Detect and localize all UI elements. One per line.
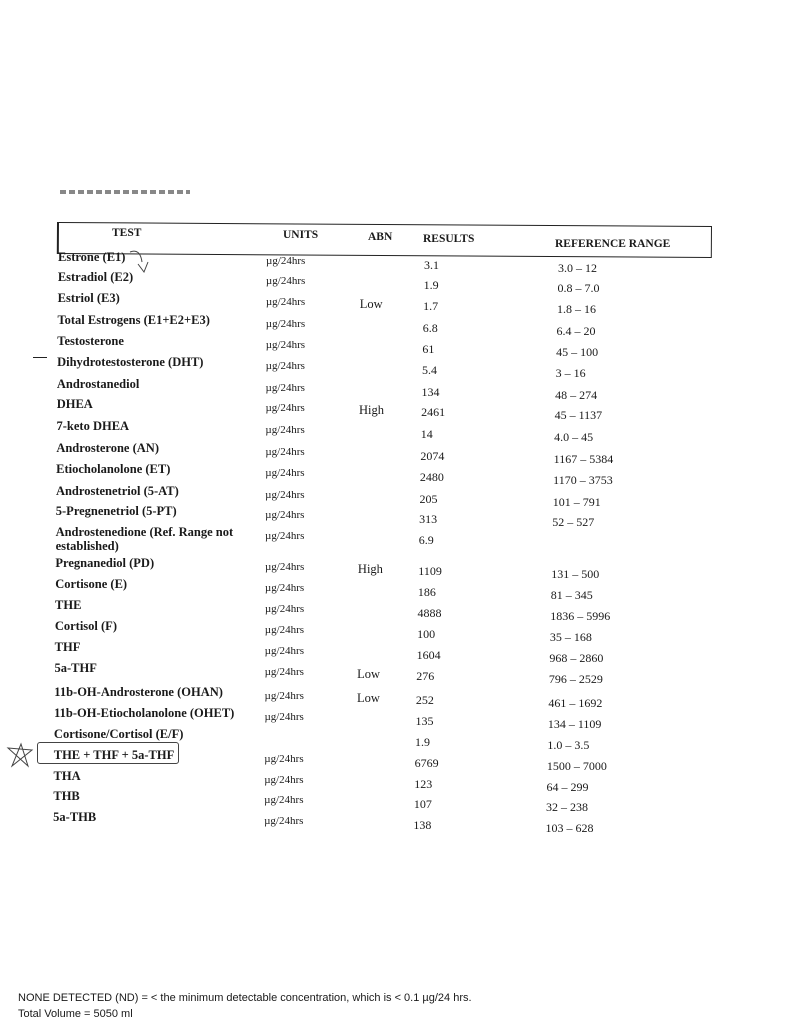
units-value: µg/24hrs [264, 711, 304, 723]
test-name: Etiocholanolone (ET) [56, 462, 171, 476]
abn-flag: High [358, 403, 384, 417]
units-value: µg/24hrs [265, 530, 305, 542]
units-value: µg/24hrs [265, 424, 305, 436]
reference-range: 1167 – 5384 [553, 452, 614, 466]
handwritten-dash-mark [33, 357, 47, 358]
reference-range: 3 – 16 [555, 366, 586, 380]
result-value: 2074 [420, 449, 445, 463]
result-value: 61 [422, 342, 435, 356]
reference-range: 64 – 299 [546, 780, 589, 794]
test-name: THE [55, 598, 82, 612]
reference-range: 52 – 527 [552, 515, 595, 529]
test-name: THA [53, 769, 81, 783]
result-value: 14 [420, 427, 433, 441]
result-value: 313 [419, 512, 438, 526]
units-value: µg/24hrs [264, 774, 304, 786]
handwritten-circle-mark [37, 742, 179, 764]
test-name: Cortisol (F) [54, 619, 117, 633]
footnote-total-volume: Total Volume = 5050 ml [18, 1008, 133, 1020]
reference-range: 103 – 628 [545, 821, 594, 835]
test-name: Androstenetriol (5-AT) [55, 484, 179, 498]
header-reference-range: REFERENCE RANGE [555, 238, 671, 250]
test-name: 5a-THF [54, 661, 97, 675]
test-name: THE + THF + 5a-THF [53, 748, 175, 762]
result-value: 1604 [416, 648, 441, 662]
test-name: Cortisone/Cortisol (E/F) [53, 727, 184, 741]
handwritten-arrow-icon [128, 248, 152, 276]
units-value: µg/24hrs [265, 360, 305, 372]
reference-range: 1836 – 5996 [550, 609, 611, 623]
test-name: 5-Pregnenetriol (5-PT) [55, 504, 177, 518]
units-value: µg/24hrs [264, 582, 305, 594]
reference-range: 3.0 – 12 [558, 261, 597, 275]
units-value: µg/24hrs [264, 815, 304, 827]
reference-range: 0.8 – 7.0 [557, 281, 600, 295]
test-name: Androsterone (AN) [56, 441, 159, 455]
units-value: µg/24hrs [264, 690, 304, 702]
result-value: 1.7 [423, 299, 439, 313]
units-value: µg/24hrs [264, 561, 305, 573]
reference-range: 101 – 791 [552, 495, 601, 509]
test-name: Total Estrogens (E1+E2+E3) [57, 313, 210, 327]
reference-range: 48 – 274 [555, 388, 598, 402]
result-value: 5.4 [421, 363, 437, 377]
units-value: µg/24hrs [265, 382, 305, 394]
test-name: 11b-OH-Etiocholanolone (OHET) [54, 706, 235, 720]
units-value: µg/24hrs [265, 446, 305, 458]
test-name: Pregnanediol (PD) [55, 556, 155, 570]
abn-flag: High [357, 562, 383, 576]
units-value: µg/24hrs [264, 645, 304, 657]
result-value: 186 [417, 585, 436, 599]
result-value: 3.1 [424, 258, 439, 272]
reference-range: 1.8 – 16 [557, 302, 597, 316]
handwritten-star-icon [4, 742, 38, 770]
reference-range: 6.4 – 20 [556, 324, 596, 338]
result-value: 1.9 [415, 735, 431, 749]
result-value: 4888 [417, 606, 442, 620]
test-name: Cortisone (E) [55, 577, 128, 591]
result-value: 107 [413, 797, 432, 811]
reference-range: 461 – 1692 [548, 696, 603, 710]
units-value: µg/24hrs [265, 296, 306, 308]
test-name: Androstenedione (Ref. Range not established) [55, 525, 234, 553]
test-name: Androstanediol [56, 377, 140, 391]
test-name: DHEA [56, 397, 93, 411]
reference-range: 45 – 100 [556, 345, 599, 359]
header-results: RESULTS [423, 233, 475, 245]
units-value: µg/24hrs [264, 603, 305, 615]
reference-range: 1500 – 7000 [546, 759, 607, 773]
result-value: 276 [416, 669, 435, 683]
result-value: 2461 [421, 405, 446, 419]
units-value: µg/24hrs [264, 624, 305, 636]
units-value: µg/24hrs [265, 339, 306, 351]
test-name: 7-keto DHEA [56, 419, 130, 433]
units-value: µg/24hrs [265, 402, 305, 414]
units-value: µg/24hrs [264, 666, 304, 678]
reference-range: 1170 – 3753 [553, 473, 613, 487]
units-value: µg/24hrs [266, 255, 306, 267]
reference-range: 968 – 2860 [549, 651, 604, 665]
units-value: µg/24hrs [264, 753, 304, 765]
test-name: THF [54, 640, 81, 654]
reference-range: 1.0 – 3.5 [547, 738, 590, 752]
result-value: 138 [413, 818, 432, 832]
result-value: 6.8 [422, 321, 438, 335]
abn-flag: Low [359, 297, 383, 311]
header-units: UNITS [283, 229, 319, 241]
result-value: 1.9 [423, 278, 439, 292]
abn-flag: Low [357, 667, 381, 681]
reference-range: 35 – 168 [549, 630, 592, 644]
reference-range: 81 – 345 [550, 588, 593, 602]
reference-range: 131 – 500 [551, 567, 600, 581]
footnote-none-detected: NONE DETECTED (ND) = < the minimum detectable concentration, which is < 0.1 µg/24 hrs. [18, 992, 472, 1004]
test-name: THB [53, 789, 80, 803]
units-value: µg/24hrs [265, 318, 306, 330]
units-value: µg/24hrs [265, 467, 305, 479]
test-name: Estrone (E1) [58, 250, 126, 264]
result-value: 6.9 [418, 533, 434, 547]
result-value: 135 [415, 714, 434, 728]
result-value: 205 [419, 492, 438, 506]
reference-range: 4.0 – 45 [554, 430, 594, 444]
result-value: 134 [421, 385, 440, 399]
test-name: Dihydrotestosterone (DHT) [57, 355, 204, 369]
result-value: 100 [417, 627, 436, 641]
units-value: µg/24hrs [265, 489, 305, 501]
result-value: 2480 [419, 470, 444, 484]
units-value: µg/24hrs [265, 275, 306, 287]
result-value: 252 [415, 693, 434, 707]
header-test: TEST [112, 227, 142, 239]
result-value: 1109 [418, 564, 442, 578]
result-value: 123 [414, 777, 433, 791]
reference-range: 45 – 1137 [554, 408, 603, 422]
test-name: Estradiol (E2) [57, 270, 134, 284]
reference-range: 134 – 1109 [547, 717, 602, 731]
test-name: Testosterone [57, 334, 124, 348]
test-name: 5a-THB [53, 810, 97, 824]
test-name: Estriol (E3) [57, 291, 120, 305]
units-value: µg/24hrs [265, 509, 305, 521]
result-value: 6769 [414, 756, 439, 770]
test-name: 11b-OH-Androsterone (OHAN) [54, 685, 223, 699]
abn-flag: Low [357, 691, 380, 705]
units-value: µg/24hrs [264, 794, 304, 806]
scanned-header-fragment [60, 190, 190, 194]
header-abn: ABN [368, 231, 393, 243]
reference-range: 796 – 2529 [548, 672, 603, 686]
reference-range: 32 – 238 [545, 800, 588, 814]
